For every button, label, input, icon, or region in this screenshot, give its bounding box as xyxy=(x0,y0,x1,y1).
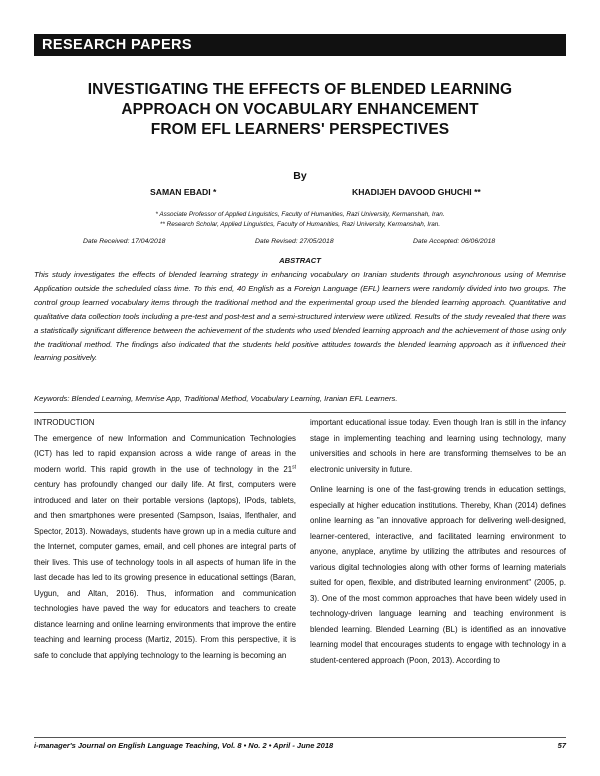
right-column xyxy=(310,415,566,668)
keywords: Keywords: Blended Learning, Memrise App, Traditional Method, Vocabulary Learning, Iranian EFL Learners. xyxy=(34,394,398,403)
abstract-text: This study investigates the effects of blended learning strategy in enhancing vocabulary on Iranian students through asynchronous using of Memrise Application outside the scheduled class time. To this end, 40 English as a Foreign Language (EFL) learners were randomly divided into two groups. The control group learned vocabulary items through the traditional method and the experimental group used the blended learning approach. Quantitative and qualitative data collection tools including a pre-test and post-test and a semi-structured interview were utilized. Results of the study revealed that there was a statistically significant difference between the achievement of the students who used blended learning approach and the achievement of those using only the traditional method. The findings also indicated that the students held positive attitudes towards the blended learning approach as it influenced their learning positively. xyxy=(34,270,566,363)
title-line: INVESTIGATING THE EFFECTS OF BLENDED LEARNING xyxy=(87,81,513,98)
title-line: FROM EFL LEARNERS' PERSPECTIVES xyxy=(150,121,450,138)
page-number: 57 xyxy=(557,741,566,750)
journal-footer: i-manager's Journal on English Language Teaching, Vol. 8 • No. 2 • April - June 2018 xyxy=(34,741,334,750)
paragraph xyxy=(34,431,296,664)
footer-rule xyxy=(34,737,566,738)
title-line: APPROACH ON VOCABULARY ENHANCEMENT xyxy=(121,101,479,118)
paragraph: important educational issue today. Even though Iran is still in the infancy stage in implementing teaching and learning using technology, many universities and schools in here are transforming themselves to be an electronic university in future. xyxy=(310,418,566,474)
date-received: Date Received: 17/04/2018 xyxy=(83,238,166,245)
section-banner: RESEARCH PAPERS xyxy=(34,34,566,56)
left-column xyxy=(34,415,296,663)
author-name: KHADIJEH DAVOOD GHUCHI ** xyxy=(352,187,481,197)
section-heading: INTRODUCTION xyxy=(34,418,95,427)
affiliation: ** Research Scholar, Applied Linguistics, Faculty of Humanities, Razi University, Kermanshah, Iran. xyxy=(159,221,441,228)
abstract-heading: ABSTRACT xyxy=(279,256,321,265)
paragraph: Online learning is one of the fast-growing trends in education settings, especially at higher education institutions. Thereby, Khan (2014) defines online learning as "an innovative approach for delivering well-designed, learner-centered, interactive, and facilitated learning environment to anyone, anyplace, anytime by utilizing the attributes and resources of various digital technologies along with other forms of learning materials suited for open, flexible, and distributed learning environment" (2005, p. 3). One of the most common approaches that have been widely used in technology-driven language learning and teaching environment is blended learning. Blended Learning (BL) is identified as an innovative learning model that encourages students to engage with technology in a student-centered approach (Poon, 2013). According to xyxy=(310,485,566,665)
divider xyxy=(34,412,566,413)
date-accepted: Date Accepted: 06/06/2018 xyxy=(413,238,496,245)
by-label: By xyxy=(293,170,307,182)
superscript: st xyxy=(292,463,296,470)
paper-title xyxy=(40,80,560,140)
affiliation: * Associate Professor of Applied Linguistics, Faculty of Humanities, Razi University, Kermanshah, Iran. xyxy=(155,211,445,218)
paragraph-text: century has profoundly changed our daily life. At first, computers were introduced and later on their portable versions (laptops), IPods, tablets, and then smartphones were presented (Sampson, Isaias, Ifenthaler, and Spector, 2013). Nowadays, students have grown up in a media culture and the Internet, computer games, email, and cell phones are integral parts of their lives. This use of technology tools in all aspects of human life in the last decade has led to its growing presence in educational settings (Baran, Uygun, and Altan, 2016). Thus, information and communication technologies have paved the way for educators and teachers to create distance learning and online learning environments that improve the entire teaching and learning process (Martiz, 2015). From this perspective, it is safe to conclude that applying technology to the learning is becoming an xyxy=(34,480,296,660)
date-revised: Date Revised: 27/05/2018 xyxy=(255,238,334,245)
paragraph-text: The emergence of new Information and Communication Technologies (ICT) has led to rapid expansion across a wide range of areas in the modern world. This rapid growth in the use of technology in the 21 xyxy=(34,433,296,474)
author-name: SAMAN EBADI * xyxy=(150,187,217,197)
